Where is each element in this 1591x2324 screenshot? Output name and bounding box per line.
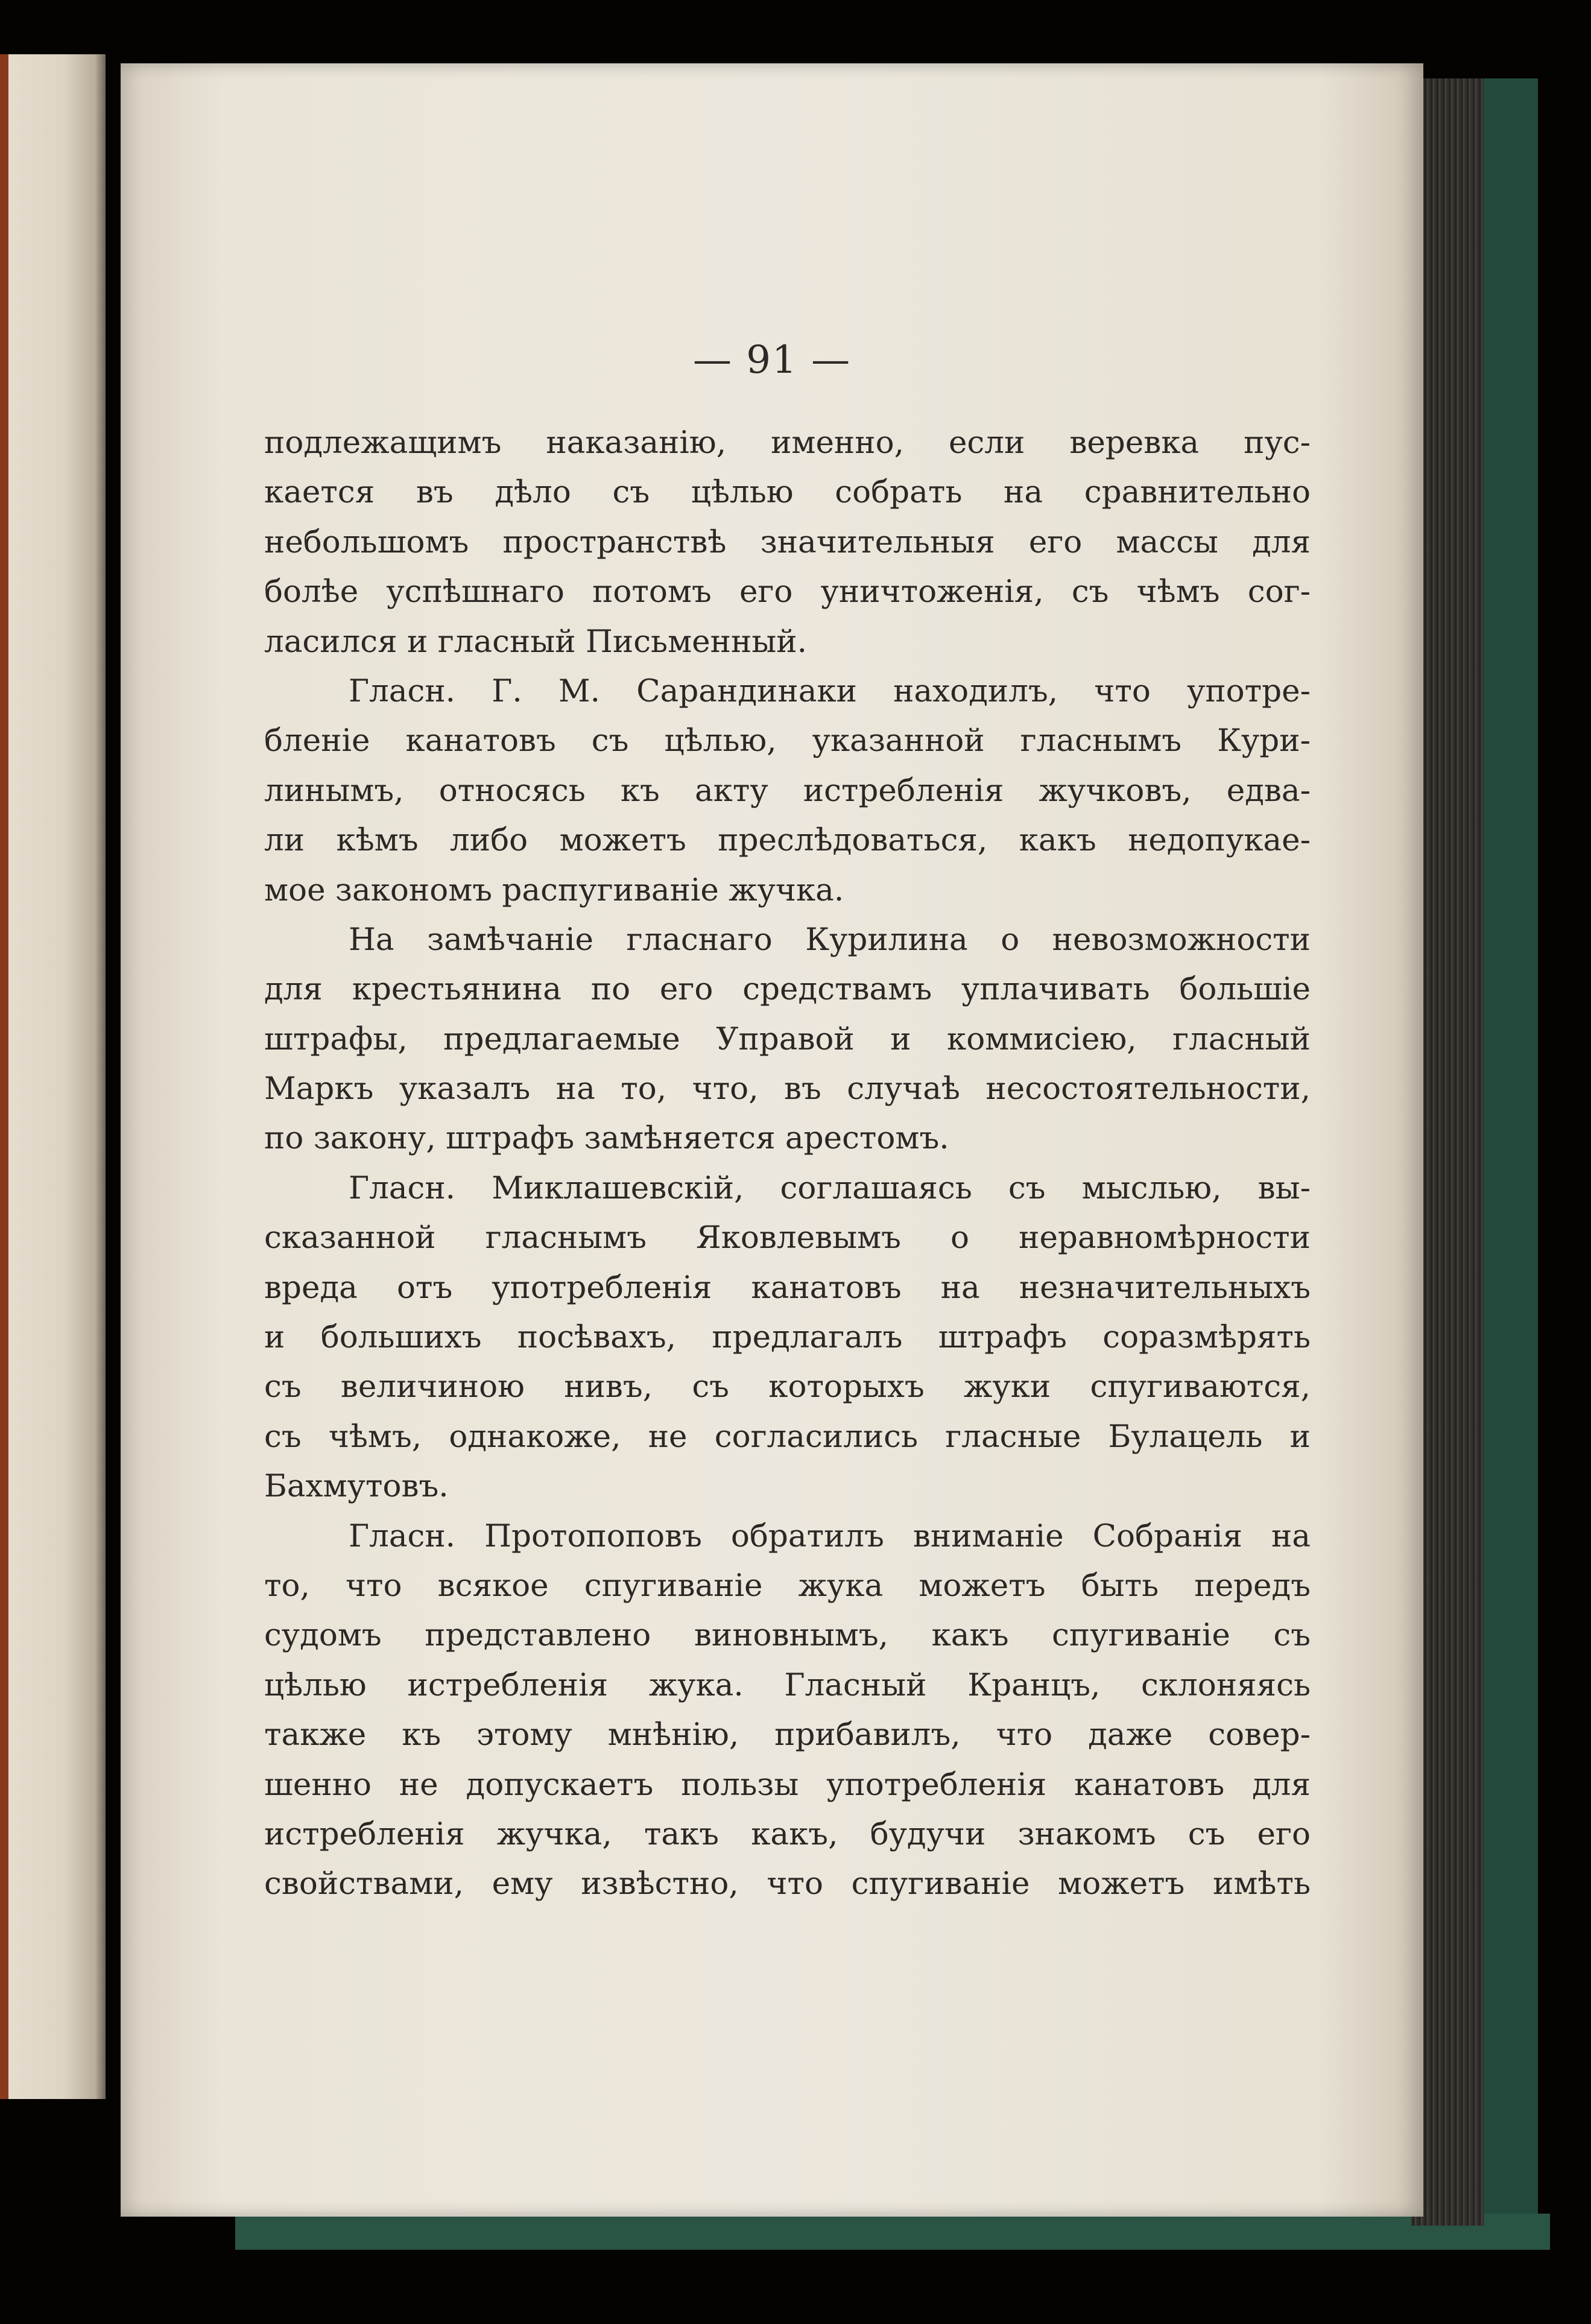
text-line: съ величиною нивъ, съ которыхъ жуки спугиваются,: [264, 1369, 1311, 1405]
text-line: вреда отъ употребленія канатовъ на незначительныхъ: [264, 1269, 1311, 1306]
text-line: линымъ, относясь къ акту истребленія жучковъ, едва-: [264, 772, 1311, 809]
left-page: [0, 54, 106, 2099]
text-line: то, что всякое спугиваніе жука можетъ быть передъ: [264, 1567, 1311, 1604]
text-line: кается въ дѣло съ цѣлью собрать на сравнительно: [264, 474, 1311, 511]
text-line: Маркъ указалъ на то, что, въ случаѣ несостоятельности,: [264, 1071, 1311, 1107]
text-line: штрафы, предлагаемые Управой и коммисіею, гласный: [264, 1021, 1311, 1057]
text-line: цѣлью истребленія жука. Гласный Кранцъ, склоняясь: [264, 1667, 1311, 1703]
text-line: Гласн. Миклашевскій, соглашаясь съ мыслью, вы-: [349, 1170, 1311, 1206]
text-line: бленіе канатовъ съ цѣлью, указанной гласнымъ Кури-: [264, 723, 1311, 759]
text-line: также къ этому мнѣнію, прибавилъ, что даже совер-: [264, 1717, 1311, 1753]
text-line: ли кѣмъ либо можетъ преслѣдоваться, какъ недопукае-: [264, 822, 1311, 859]
text-line: мое закономъ распугиваніе жучка.: [264, 872, 844, 908]
text-line: и большихъ посѣвахъ, предлагалъ штрафъ соразмѣрять: [264, 1319, 1311, 1356]
text-line: Гласн. Протопоповъ обратилъ вниманіе Собранія на: [349, 1518, 1311, 1554]
text-line: судомъ представлено виновнымъ, какъ спугиваніе съ: [264, 1617, 1311, 1654]
page-number: — 91 —: [692, 338, 852, 382]
text-line: для крестьянина по его средствамъ уплачивать большіе: [264, 971, 1311, 1008]
text-line: На замѣчаніе гласнаго Курилина о невозможности: [349, 921, 1311, 958]
text-line: Бахмутовъ.: [264, 1468, 449, 1505]
text-line: съ чѣмъ, однакоже, не согласились гласные Булацель и: [264, 1418, 1311, 1455]
body-text: [264, 418, 1311, 1909]
left-page-binding-edge: [0, 54, 8, 2099]
text-line: болѣе успѣшнаго потомъ его уничтоженія, съ чѣмъ сог-: [264, 574, 1311, 610]
text-line: шенно не допускаетъ пользы употребленія канатовъ для: [264, 1766, 1311, 1803]
text-line: небольшомъ пространствѣ значительныя его массы для: [264, 524, 1311, 560]
book-page: [121, 63, 1423, 2217]
text-line: ласился и гласный Письменный.: [264, 623, 807, 660]
text-line: подлежащимъ наказанію, именно, если веревка пус-: [264, 425, 1311, 461]
text-line: по закону, штрафъ замѣняется арестомъ.: [264, 1120, 949, 1157]
text-line: Гласн. Г. М. Сарандинаки находилъ, что употре-: [349, 673, 1311, 709]
book-cover-bottom: [235, 2214, 1550, 2250]
text-line: свойствами, ему извѣстно, что спугиваніе можетъ имѣть: [264, 1866, 1311, 1902]
text-line: истребленія жучка, такъ какъ, будучи знакомъ съ его: [264, 1816, 1311, 1852]
text-line: сказанной гласнымъ Яковлевымъ о неравномѣрности: [264, 1220, 1311, 1256]
